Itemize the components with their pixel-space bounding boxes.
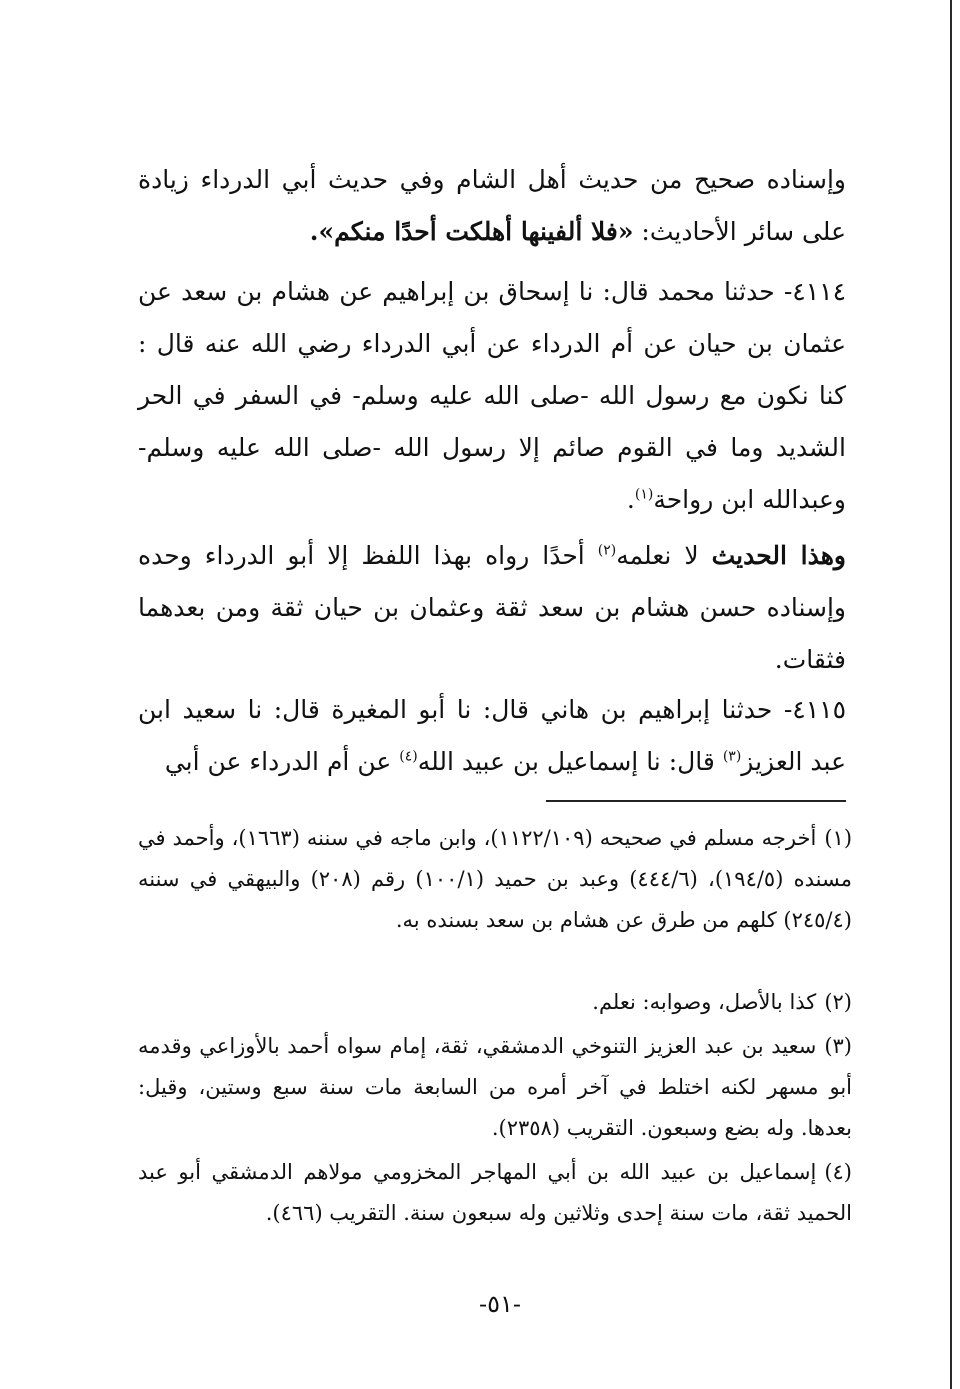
hadith-4114-tail: . xyxy=(626,485,635,514)
page-edge-line xyxy=(950,0,952,1389)
commentary-text-2: أحدًا رواه بهذا اللفظ إلا أبو الدرداء وحده وإسناده حسن هشام بن سعد ثقة وعثمان بن حيان ثقة ومن بعدهما فثقات. xyxy=(138,541,846,674)
footnote-ref-3: (٣) xyxy=(722,748,742,765)
paragraph-1 xyxy=(138,154,846,258)
footnote-4-number: (٤) xyxy=(824,1160,852,1184)
footnote-2 xyxy=(138,982,852,1023)
hadith-4115-text-3: عن أم الدرداء عن أبي xyxy=(164,747,400,776)
footnote-1-text: أخرجه مسلم في صحيحه (١١٢٢/١٠٩)، وابن ماجه في سننه (١٦٦٣)، وأحمد في مسنده (١٩٤/٥)، (٤٤٤/٦) وعبد بن حميد (١٠٠/١) رقم (٢٠٨) والبيهقي في سننه (٢٤٥/٤) كلهم من طرق عن هشام بن سعد بسنده به. xyxy=(138,826,852,932)
hadith-4115-text-2: قال: نا إسماعيل بن عبيد الله xyxy=(417,747,723,776)
commentary-text-1: لا نعلمه xyxy=(616,541,712,570)
footnote-ref-4: (٤) xyxy=(399,748,418,765)
footnote-2-text: كذا بالأصل، وصوابه: نعلم. xyxy=(592,990,817,1014)
footnote-2-number: (٢) xyxy=(824,990,852,1014)
paragraph-1-text: وإسناده صحيح من حديث أهل الشام وفي حديث أبي الدرداء زيادة على سائر الأحاديث: xyxy=(138,165,846,246)
paragraph-hadith-4114 xyxy=(138,266,846,526)
footnote-3-text: سعيد بن عبد العزيز التنوخي الدمشقي، ثقة، إمام سواه أحمد بالأوزاعي وقدمه أبو مسهر لكنه اختلط في آخر أمره من السابعة مات سنة سبع وستين، وقيل: بعدها. وله بضع وسبعون. التقريب (٢٣٥٨). xyxy=(138,1034,852,1140)
page-number: -٥١- xyxy=(479,1290,521,1318)
paragraph-commentary xyxy=(138,530,846,686)
footnote-separator xyxy=(546,800,846,802)
footnote-3-number: (٣) xyxy=(824,1034,852,1058)
footnote-1-number: (١) xyxy=(824,826,853,850)
paragraph-1-bold-quote: «فلا ألفينها أهلكت أحدًا منكم». xyxy=(309,217,634,246)
hadith-4114-text: ٤١١٤- حدثنا محمد قال: نا إسحاق بن إبراهيم عن هشام بن سعد عن عثمان بن حيان عن أم الدرداء عن أبي الدرداء رضي الله عنه قال : كنا نكون مع رسول الله -صلى الله عليه وسلم- في السفر في الحر الشديد وما في القوم صائم إلا رسول الله -صلى الله عليه وسلم- وعبدالله ابن رواحة xyxy=(138,277,846,514)
paragraph-hadith-4115 xyxy=(138,684,846,788)
hadith-4115-text-1: ٤١١٥- حدثنا إبراهيم بن هاني قال: نا أبو المغيرة قال: نا سعيد ابن عبد العزيز xyxy=(138,695,846,776)
footnote-1 xyxy=(138,818,852,941)
footnote-4-text: إسماعيل بن عبيد الله بن أبي المهاجر المخزومي مولاهم الدمشقي أبو عبد الحميد ثقة، مات سنة إحدى وثلاثين وله سبعون سنة. التقريب (٤٦٦). xyxy=(138,1160,852,1225)
footnote-ref-1: (١) xyxy=(634,486,654,503)
footnote-3 xyxy=(138,1026,852,1149)
footnote-ref-2: (٢) xyxy=(597,542,617,559)
commentary-bold-lead: وهذا الحديث xyxy=(711,541,846,570)
footnote-4 xyxy=(138,1152,852,1234)
